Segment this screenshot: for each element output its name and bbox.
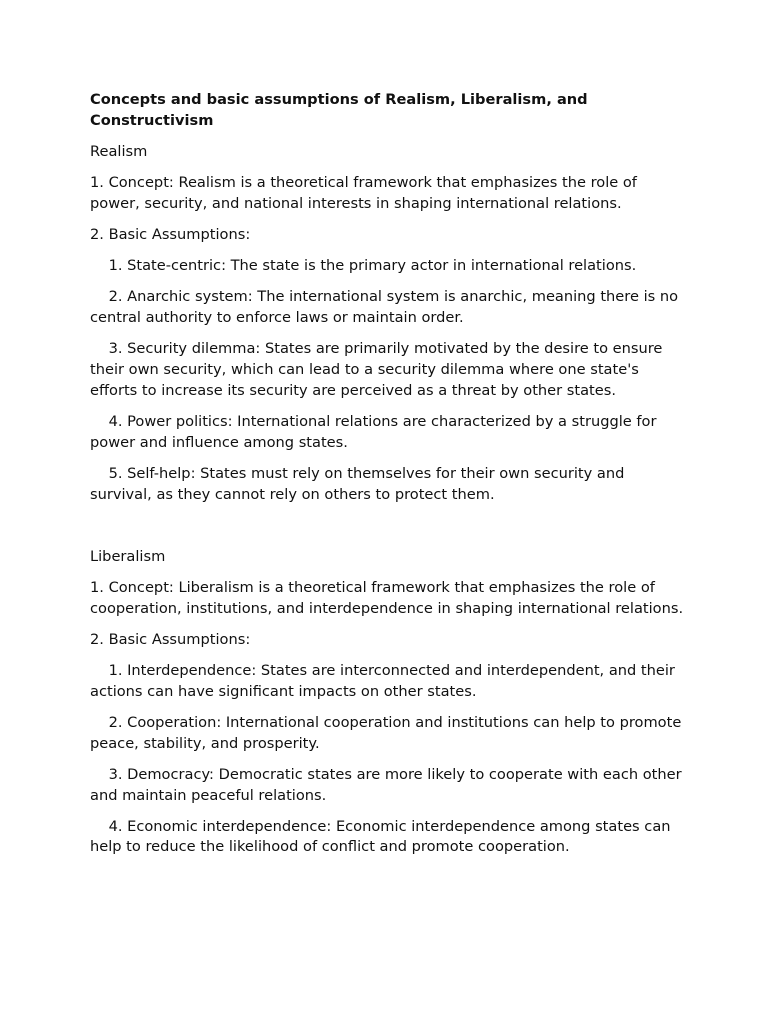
- realism-assumption-5: 5. Self-help: States must rely on themselves for their own security and survival, as they cannot rely on others to protect them.: [90, 464, 630, 503]
- liberalism-assumptions-heading: 2. Basic Assumptions:: [90, 630, 251, 648]
- realism-concept: 1. Concept: Realism is a theoretical framework that emphasizes the role of power, security, and national interests in shaping international relations.: [90, 174, 642, 212]
- liberalism-heading: Liberalism: [90, 547, 166, 565]
- realism-heading: Realism: [90, 142, 148, 160]
- realism-assumptions-heading: 2. Basic Assumptions:: [90, 226, 251, 244]
- liberalism-concept: 1. Concept: Liberalism is a theoretical framework that emphasizes the role of cooperation, institutions, and interdependence in shaping international relations.: [90, 578, 684, 617]
- liberalism-assumption-1: 1. Interdependence: States are interconnected and interdependent, and their actions can have significant impacts on other states.: [90, 662, 680, 700]
- realism-assumption-3: 3. Security dilemma: States are primarily motivated by the desire to ensure their own security, which can lead to a security dilemma where one state's efforts to increase its security are perceived as a threat by other states.: [90, 340, 668, 399]
- realism-assumption-1: 1. State-centric: The state is the primary actor in international relations.: [90, 257, 637, 275]
- realism-assumption-2: 2. Anarchic system: The international system is anarchic, meaning there is no central authority to enforce laws or maintain order.: [90, 288, 683, 327]
- liberalism-assumption-2: 2. Cooperation: International cooperation and institutions can help to promote peace, stability, and prosperity.: [90, 713, 686, 752]
- liberalism-assumption-3: 3. Democracy: Democratic states are more likely to cooperate with each other and maintain peaceful relations.: [90, 765, 687, 804]
- liberalism-assumption-4: 4. Economic interdependence: Economic interdependence among states can help to reduce the likelihood of conflict and promote cooperation.: [90, 817, 676, 856]
- section-spacer: [90, 516, 690, 547]
- document-page: [90, 90, 690, 869]
- document-title: Concepts and basic assumptions of Realism, Liberalism, and Constructivism: [90, 91, 593, 129]
- realism-assumption-4: 4. Power politics: International relations are characterized by a struggle for power and influence among states.: [90, 412, 662, 451]
